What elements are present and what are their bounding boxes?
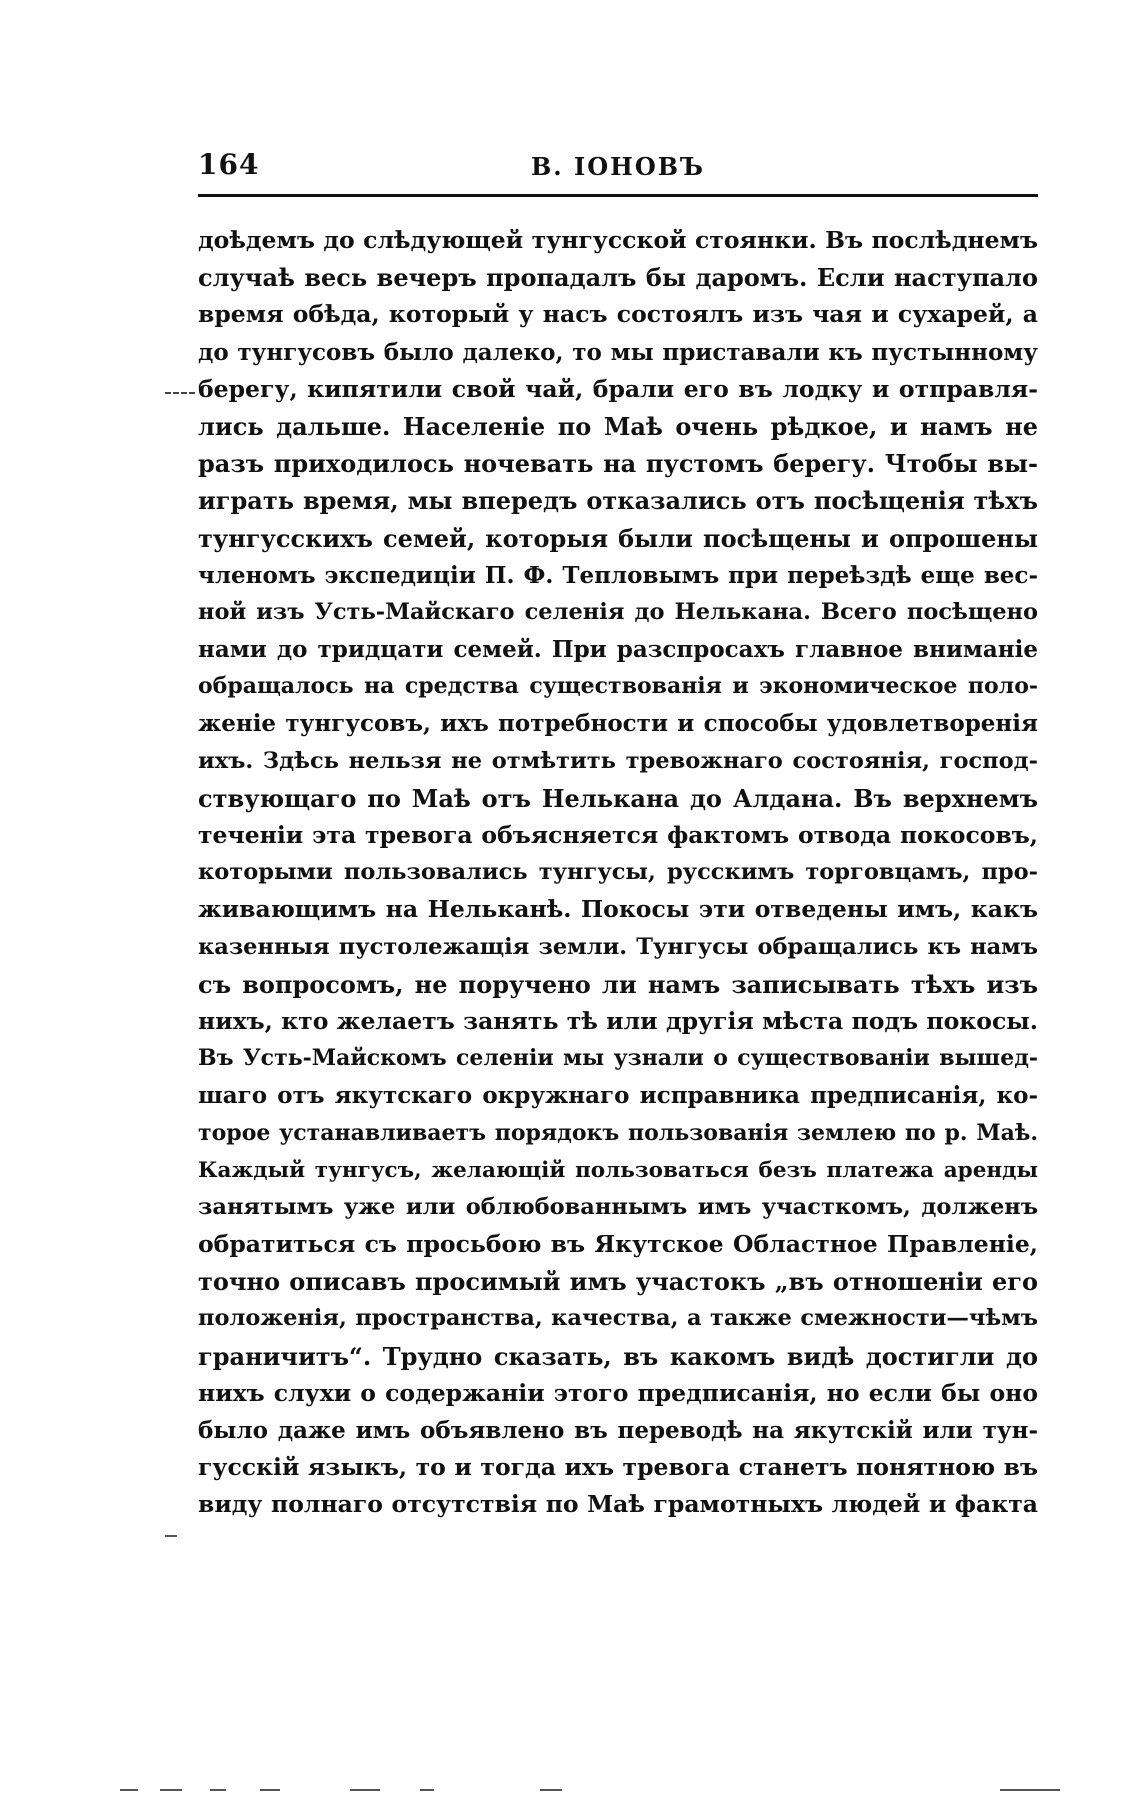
margin-dash: [165, 1535, 177, 1537]
scan-artifact: [120, 1785, 1120, 1799]
text-line: членомъ экспедиціи П. Ф. Тепловымъ при переѣздѣ еще вес-: [198, 561, 1038, 589]
text-line: случаѣ весь вечеръ пропадалъ бы даромъ. Если наступало: [198, 263, 1038, 293]
text-line: шаго отъ якутскаго окружнаго исправника предписанія, ко-: [198, 1082, 1038, 1110]
text-line: женіе тунгусовъ, ихъ потребности и способы удовлетворенія: [198, 710, 1038, 738]
text-line: ихъ. Здѣсь нельзя не отмѣтить тревожнаго состоянія, господ-: [198, 747, 1038, 774]
text-line: обращалось на средства существованія и экономическое поло-: [198, 673, 1038, 700]
text-line: ной изъ Усть-Майскаго селенія до Нелькана. Всего посѣщено: [198, 598, 1038, 625]
text-line: съ вопросомъ, не поручено ли намъ записывать тѣхъ изъ: [198, 969, 1038, 999]
text-line: положенія, пространства, качества, а также смежности—чѣмъ: [198, 1305, 1038, 1332]
text-line: Въ Усть-Майскомъ селеніи мы узнали о существованіи вышед-: [198, 1045, 1038, 1072]
text-line: живающимъ на Нельканѣ. Покосы эти отведены имъ, какъ: [198, 895, 1038, 924]
text-line: нами до тридцати семей. При разспросахъ главное вниманіе: [198, 636, 1038, 664]
text-line: разъ приходилось ночевать на пустомъ берегу. Чтобы вы-: [198, 449, 1038, 479]
text-line: доѣдемъ до слѣдующей тунгусской стоянки. Въ послѣднемъ: [198, 226, 1038, 254]
text-line: точно описавъ просимый имъ участокъ „въ отношеніи его: [198, 1267, 1038, 1297]
text-line: играть время, мы впередъ отказались отъ посѣщенія тѣхъ: [198, 486, 1038, 516]
margin-mark: [165, 392, 195, 394]
text-line: казенныя пустолежащія земли. Тунгусы обращались къ намъ: [198, 933, 1038, 960]
text-line: лись дальше. Населеніе по Маѣ очень рѣдкое, и намъ не: [198, 411, 1038, 441]
body-text: [198, 222, 1038, 1524]
running-head: В. ІОНОВЪ: [531, 152, 705, 181]
text-line: обратиться съ просьбою въ Якутское Областное Правленіе,: [198, 1230, 1038, 1259]
text-line: ствующаго по Маѣ отъ Нелькана до Алдана. Въ верхнемъ: [198, 783, 1038, 813]
text-line: время обѣда, который у насъ состоялъ изъ чая и сухарей, а: [198, 300, 1038, 329]
text-line: теченіи эта тревога объясняется фактомъ отвода покосовъ,: [198, 821, 1038, 849]
page-header: [198, 148, 1038, 188]
text-line: Каждый тунгусъ, желающій пользоваться безъ платежа аренды: [198, 1157, 1038, 1183]
text-line: было даже имъ объявлено въ переводѣ на якутскій или тун-: [198, 1417, 1038, 1444]
text-line: граничитъ“. Трудно сказать, въ какомъ видѣ достигли до: [198, 1341, 1038, 1371]
page-number: 164: [198, 148, 260, 181]
text-line: нихъ слухи о содержаніи этого предписанія, но если бы оно: [198, 1378, 1038, 1407]
text-line: берегу, кипятили свой чай, брали его въ лодку и отправля-: [198, 374, 1038, 403]
text-line: торое устанавливаетъ порядокъ пользованія землею по р. Маѣ.: [198, 1119, 1038, 1146]
text-line: гусскій языкъ, то и тогда ихъ тревога станетъ понятною въ: [198, 1453, 1038, 1482]
text-line: тунгусскихъ семей, которыя были посѣщены и опрошены: [198, 523, 1038, 553]
text-line: до тунгусовъ было далеко, то мы приставали къ пустынному: [198, 338, 1038, 366]
text-line: занятымъ уже или облюбованнымъ имъ участкомъ, долженъ: [198, 1193, 1038, 1220]
text-line: которыми пользовались тунгусы, русскимъ торговцамъ, про-: [198, 859, 1038, 886]
text-line: нихъ, кто желаетъ занять тѣ или другія мѣста подъ покосы.: [198, 1006, 1038, 1035]
header-rule: [198, 194, 1038, 197]
text-line: виду полнаго отсутствія по Маѣ грамотныхъ людей и факта: [198, 1490, 1038, 1519]
